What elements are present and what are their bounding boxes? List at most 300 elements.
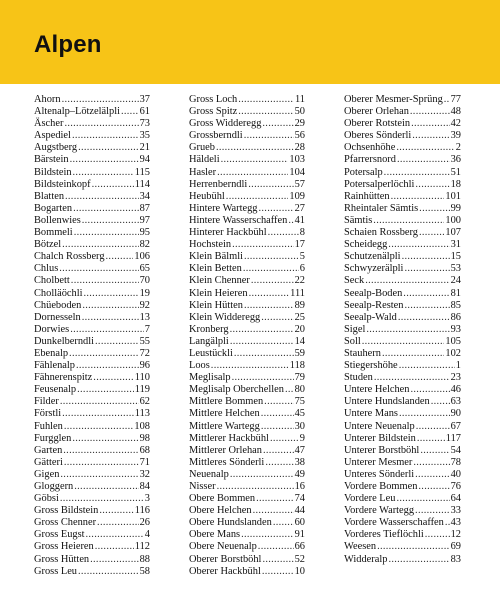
index-entry xyxy=(34,106,150,118)
entry-name: Obere Bommen xyxy=(189,493,256,505)
entry-name: Grueb xyxy=(189,142,215,154)
entry-page-number: 67 xyxy=(450,420,461,432)
index-entry xyxy=(189,336,305,348)
dot-leader xyxy=(263,445,294,457)
index-entry xyxy=(344,554,461,566)
dot-leader xyxy=(444,94,450,106)
entry-name: Seealp-Boden xyxy=(344,287,403,299)
dot-leader xyxy=(238,106,293,118)
entry-page-number: 105 xyxy=(445,335,461,347)
dot-leader xyxy=(78,142,139,154)
index-entry xyxy=(189,203,305,215)
entry-name: Augstberg xyxy=(34,142,78,154)
index-entry xyxy=(344,541,461,553)
dot-leader xyxy=(230,336,294,348)
entry-page-number: 74 xyxy=(294,493,305,505)
entry-page-number: 115 xyxy=(134,166,150,178)
dot-leader xyxy=(248,179,293,191)
entry-page-number: 13 xyxy=(139,311,150,323)
dot-leader xyxy=(365,275,449,287)
entry-page-number: 63 xyxy=(450,396,461,408)
dot-leader xyxy=(416,421,450,433)
dot-leader xyxy=(425,529,450,541)
entry-name: Klein Widderegg xyxy=(189,311,261,323)
index-column-2 xyxy=(189,94,305,578)
entry-page-number: 89 xyxy=(294,299,305,311)
dot-leader xyxy=(261,312,293,324)
entry-name: Untere Helchen xyxy=(344,384,410,396)
entry-name: Untere Neuenalp xyxy=(344,420,415,432)
entry-page-number: 106 xyxy=(134,251,150,263)
index-entry xyxy=(34,167,150,179)
index-entry xyxy=(189,566,305,578)
dot-leader xyxy=(261,421,294,433)
entry-name: Obere Hundslanden xyxy=(189,517,272,529)
dot-leader xyxy=(69,348,139,360)
entry-page-number: 35 xyxy=(139,130,150,142)
dot-leader xyxy=(77,384,134,396)
entry-name: Weesen xyxy=(344,541,377,553)
index-entry xyxy=(34,348,150,360)
entry-name: Scheidegg xyxy=(344,239,388,251)
dot-leader xyxy=(419,203,449,215)
entry-name: Gross Bildstein xyxy=(34,505,99,517)
entry-name: Cholläöchli xyxy=(34,287,83,299)
index-entry xyxy=(34,179,150,191)
entry-name: Gigen xyxy=(34,468,60,480)
index-entry xyxy=(344,106,461,118)
entry-name: Hinterer Hackbühl xyxy=(189,227,267,239)
dot-leader xyxy=(64,118,138,130)
dot-leader xyxy=(258,541,294,553)
index-entry xyxy=(344,263,461,275)
entry-page-number: 112 xyxy=(134,541,150,553)
entry-page-number: 4 xyxy=(144,529,150,541)
entry-page-number: 9 xyxy=(299,432,305,444)
index-entry xyxy=(34,203,150,215)
index-entry xyxy=(34,541,150,553)
dot-leader xyxy=(270,433,299,445)
entry-page-number: 37 xyxy=(139,94,150,105)
entry-name: Aspediel xyxy=(34,130,71,142)
entry-page-number: 39 xyxy=(450,130,461,142)
index-entry xyxy=(189,481,305,493)
entry-name: Bildsteinkopf xyxy=(34,178,91,190)
entry-page-number: 113 xyxy=(134,408,150,420)
index-entry xyxy=(344,408,461,420)
dot-leader xyxy=(92,179,134,191)
entry-name: Leustückli xyxy=(189,347,233,359)
index-entry xyxy=(34,372,150,384)
entry-name: Förstli xyxy=(34,408,62,420)
entry-page-number: 46 xyxy=(450,384,461,396)
entry-name: Klein Bälmli xyxy=(189,251,243,263)
entry-name: Oberer Rotstein xyxy=(344,118,411,130)
entry-page-number: 73 xyxy=(139,118,150,130)
entry-page-number: 117 xyxy=(445,432,461,444)
index-entry xyxy=(189,421,305,433)
entry-name: Garten xyxy=(34,444,63,456)
page-title: Alpen xyxy=(34,31,102,58)
index-entry xyxy=(344,517,461,529)
index-entry xyxy=(34,142,150,154)
entry-name: Studen xyxy=(344,372,373,384)
index-entry xyxy=(344,227,461,239)
dot-leader xyxy=(60,469,138,481)
dot-leader xyxy=(415,179,449,191)
dot-leader xyxy=(382,348,444,360)
index-entry xyxy=(34,408,150,420)
index-entry xyxy=(34,493,150,505)
index-entry xyxy=(189,433,305,445)
dot-leader xyxy=(418,481,449,493)
entry-page-number: 30 xyxy=(294,420,305,432)
dot-leader xyxy=(404,263,449,275)
entry-page-number: 38 xyxy=(294,456,305,468)
entry-name: Hochstein xyxy=(189,239,232,251)
entry-page-number: 44 xyxy=(294,505,305,517)
entry-name: Schaien Rossberg xyxy=(344,227,418,239)
dot-leader xyxy=(230,469,294,481)
entry-page-number: 91 xyxy=(294,529,305,541)
dot-leader xyxy=(76,360,139,372)
entry-page-number: 69 xyxy=(450,541,461,553)
index-entry xyxy=(34,239,150,251)
entry-page-number: 81 xyxy=(450,287,461,299)
index-entry xyxy=(34,433,150,445)
index-entry xyxy=(344,529,461,541)
dot-leader xyxy=(73,203,139,215)
dot-leader xyxy=(397,154,450,166)
dot-leader xyxy=(415,505,450,517)
dot-leader xyxy=(62,239,138,251)
index-entry xyxy=(34,312,150,324)
index-entry xyxy=(189,312,305,324)
entry-page-number: 71 xyxy=(139,456,150,468)
index-entry xyxy=(344,348,461,360)
dot-leader xyxy=(99,505,133,517)
entry-page-number: 57 xyxy=(294,178,305,190)
entry-name: Oberer Borstböhl xyxy=(189,553,262,565)
entry-page-number: 77 xyxy=(450,94,461,105)
entry-page-number: 42 xyxy=(450,118,461,130)
dot-leader xyxy=(64,457,139,469)
entry-page-number: 82 xyxy=(139,239,150,251)
entry-name: Oberes Sönderli xyxy=(344,130,412,142)
entry-page-number: 26 xyxy=(139,517,150,529)
index-entry xyxy=(344,179,461,191)
index-entry xyxy=(189,191,305,203)
entry-name: Mittlere Bommen xyxy=(189,396,264,408)
entry-name: Loos xyxy=(189,360,210,372)
entry-name: Heubühl xyxy=(189,190,225,202)
entry-page-number: 48 xyxy=(450,106,461,118)
index-entry xyxy=(189,142,305,154)
dot-leader xyxy=(249,288,290,300)
index-entry xyxy=(189,251,305,263)
index-entry xyxy=(189,529,305,541)
dot-leader xyxy=(261,408,294,420)
entry-name: Schutzenälpli xyxy=(344,251,401,263)
index-entry xyxy=(189,517,305,529)
dot-leader xyxy=(388,239,449,251)
dot-leader xyxy=(415,469,449,481)
entry-name: Obere Neuenalp xyxy=(189,541,257,553)
entry-page-number: 55 xyxy=(139,335,150,347)
dot-leader xyxy=(221,154,289,166)
index-entry xyxy=(344,275,461,287)
dot-leader xyxy=(217,167,288,179)
dot-leader xyxy=(366,324,449,336)
entry-name: Gätteri xyxy=(34,456,63,468)
index-entry xyxy=(189,167,305,179)
entry-name: Sigel xyxy=(344,323,366,335)
index-entry xyxy=(34,517,150,529)
index-entry xyxy=(34,360,150,372)
entry-page-number: 20 xyxy=(294,323,305,335)
dot-leader xyxy=(285,384,294,396)
dot-leader xyxy=(396,493,449,505)
entry-name: Fähnerenspitz xyxy=(34,372,93,384)
entry-page-number: 21 xyxy=(139,142,150,154)
dot-leader xyxy=(265,457,293,469)
entry-name: Hasler xyxy=(189,166,217,178)
dot-leader xyxy=(262,118,293,130)
entry-page-number: 47 xyxy=(294,444,305,456)
index-entry xyxy=(34,275,150,287)
entry-page-number: 43 xyxy=(450,517,461,529)
entry-name: Vordere Bommen xyxy=(344,481,418,492)
dot-leader xyxy=(238,94,294,106)
dot-leader xyxy=(373,215,444,227)
entry-name: Bärstein xyxy=(34,154,69,166)
index-entry xyxy=(344,445,461,457)
entry-name: Bogarten xyxy=(34,202,73,214)
entry-name: Rheintaler Sämtis xyxy=(344,202,419,214)
index-entry xyxy=(34,529,150,541)
entry-name: Herrenberndli xyxy=(189,178,248,190)
dot-leader xyxy=(419,227,444,239)
entry-name: Chüeboden xyxy=(34,299,82,311)
entry-page-number: 11 xyxy=(294,94,305,105)
dot-leader xyxy=(74,227,139,239)
entry-name: Nisser xyxy=(189,481,216,492)
header-banner xyxy=(0,0,500,84)
entry-name: Sämtis xyxy=(344,214,373,226)
entry-page-number: 119 xyxy=(134,384,150,396)
index-entry xyxy=(189,360,305,372)
index-entry xyxy=(344,421,461,433)
index-entry xyxy=(34,445,150,457)
index-entry xyxy=(34,384,150,396)
entry-page-number: 83 xyxy=(450,553,461,565)
entry-page-number: 72 xyxy=(139,347,150,359)
entry-name: Feusenalp xyxy=(34,384,77,396)
entry-name: Chlus xyxy=(34,263,59,275)
entry-page-number: 68 xyxy=(139,444,150,456)
dot-leader xyxy=(404,300,449,312)
entry-page-number: 90 xyxy=(450,408,461,420)
dot-leader xyxy=(82,215,139,227)
dot-leader xyxy=(262,554,293,566)
entry-name: Fählenalp xyxy=(34,360,75,372)
entry-page-number: 80 xyxy=(294,384,305,396)
entry-name: Stauhern xyxy=(344,347,381,359)
index-entry xyxy=(189,493,305,505)
dot-leader xyxy=(411,118,450,130)
dot-leader xyxy=(121,106,139,118)
index-entry xyxy=(344,384,461,396)
entry-name: Unterer Mesmer xyxy=(344,456,413,468)
entry-page-number: 95 xyxy=(139,227,150,239)
index-entry xyxy=(189,118,305,130)
index-entry xyxy=(344,457,461,469)
entry-page-number: 33 xyxy=(450,505,461,517)
dot-leader xyxy=(95,336,139,348)
entry-name: Mittlerer Hackbühl xyxy=(189,432,269,444)
entry-name: Fuhlen xyxy=(34,420,63,432)
index-entry xyxy=(189,469,305,481)
entry-page-number: 76 xyxy=(450,481,461,492)
entry-name: Oberer Hackbühl xyxy=(189,565,261,577)
index-entry xyxy=(189,94,305,106)
dot-leader xyxy=(70,324,144,336)
index-entry xyxy=(189,227,305,239)
entry-name: Gross Heieren xyxy=(34,541,94,553)
index-entry xyxy=(34,457,150,469)
entry-page-number: 104 xyxy=(289,166,305,178)
dot-leader xyxy=(70,154,139,166)
entry-name: Gross Widderegg xyxy=(189,118,262,130)
dot-leader xyxy=(362,336,445,348)
entry-page-number: 66 xyxy=(294,541,305,553)
dot-leader xyxy=(230,324,294,336)
entry-name: Bollenwies xyxy=(34,214,81,226)
entry-name: Bildstein xyxy=(34,166,72,178)
entry-name: Klein Betten xyxy=(189,263,242,275)
entry-name: Göbsi xyxy=(34,493,59,505)
dot-leader xyxy=(216,142,294,154)
index-entry xyxy=(34,336,150,348)
entry-page-number: 64 xyxy=(450,493,461,505)
dot-leader xyxy=(243,263,299,275)
dot-leader xyxy=(241,529,294,541)
dot-leader xyxy=(232,239,293,251)
index-entry xyxy=(344,433,461,445)
dot-leader xyxy=(262,566,294,578)
entry-page-number: 1 xyxy=(455,360,461,372)
dot-leader xyxy=(388,554,449,566)
dot-leader xyxy=(251,275,294,287)
index-entry xyxy=(189,445,305,457)
index-entry xyxy=(34,191,150,203)
dot-leader xyxy=(72,433,138,445)
entry-page-number: 15 xyxy=(450,251,461,263)
dot-leader xyxy=(90,554,138,566)
dot-leader xyxy=(384,167,450,179)
entry-page-number: 54 xyxy=(450,444,461,456)
entry-name: Unterer Borstböhl xyxy=(344,444,420,456)
entry-page-number: 79 xyxy=(294,372,305,384)
entry-name: Potersalp xyxy=(344,166,383,178)
entry-name: Seealp-Wald xyxy=(344,311,397,323)
index-entry xyxy=(189,263,305,275)
entry-name: Gross Leu xyxy=(34,565,77,577)
entry-page-number: 32 xyxy=(139,468,150,480)
dot-leader xyxy=(60,493,144,505)
index-entry xyxy=(34,554,150,566)
entry-page-number: 102 xyxy=(445,347,461,359)
dot-leader xyxy=(232,372,294,384)
entry-page-number: 60 xyxy=(294,517,305,529)
entry-name: Dunkelberndli xyxy=(34,335,95,347)
dot-leader xyxy=(64,421,134,433)
index-entry xyxy=(344,94,461,106)
index-entry xyxy=(189,408,305,420)
entry-page-number: 31 xyxy=(450,239,461,251)
dot-leader xyxy=(398,312,450,324)
entry-name: Langälpli xyxy=(189,335,229,347)
entry-page-number: 12 xyxy=(450,529,461,541)
index-entry xyxy=(189,288,305,300)
dot-leader xyxy=(78,566,139,578)
entry-name: Rainhütten xyxy=(344,190,390,202)
entry-page-number: 45 xyxy=(294,408,305,420)
entry-page-number: 28 xyxy=(294,142,305,154)
dot-leader xyxy=(82,312,139,324)
entry-page-number: 51 xyxy=(450,166,461,178)
index-entry xyxy=(34,396,150,408)
entry-page-number: 17 xyxy=(294,239,305,251)
entry-name: Gross Spitz xyxy=(189,106,238,118)
dot-leader xyxy=(62,94,139,106)
dot-leader xyxy=(71,275,139,287)
entry-page-number: 3 xyxy=(144,493,150,505)
index-entry xyxy=(344,312,461,324)
entry-page-number: 8 xyxy=(299,227,305,239)
index-entry xyxy=(189,239,305,251)
entry-name: Soll xyxy=(344,335,361,347)
dot-leader xyxy=(86,529,144,541)
dot-leader xyxy=(73,167,134,179)
dot-leader xyxy=(273,517,294,529)
index-entry xyxy=(344,505,461,517)
dot-leader xyxy=(256,493,294,505)
entry-name: Pfarrersnord xyxy=(344,154,396,166)
entry-page-number: 110 xyxy=(134,372,150,384)
entry-page-number: 22 xyxy=(294,275,305,287)
dot-leader xyxy=(226,191,289,203)
entry-name: Grossberndli xyxy=(189,130,243,142)
dot-leader xyxy=(403,288,449,300)
entry-name: Blatten xyxy=(34,190,65,202)
dot-leader xyxy=(244,300,294,312)
entry-page-number: 107 xyxy=(445,227,461,239)
entry-name: Unteres Sönderli xyxy=(344,468,415,480)
dot-leader xyxy=(396,142,454,154)
index-entry xyxy=(189,372,305,384)
entry-name: Bommeli xyxy=(34,227,73,239)
entry-name: Vordere Wasserschaffen xyxy=(344,517,444,529)
entry-page-number: 70 xyxy=(139,275,150,287)
entry-name: Gloggern xyxy=(34,481,74,492)
entry-name: Dornesseln xyxy=(34,311,81,323)
entry-page-number: 59 xyxy=(294,347,305,359)
index-entry xyxy=(344,167,461,179)
entry-page-number: 52 xyxy=(294,553,305,565)
entry-page-number: 10 xyxy=(294,565,305,577)
index-entry xyxy=(344,142,461,154)
